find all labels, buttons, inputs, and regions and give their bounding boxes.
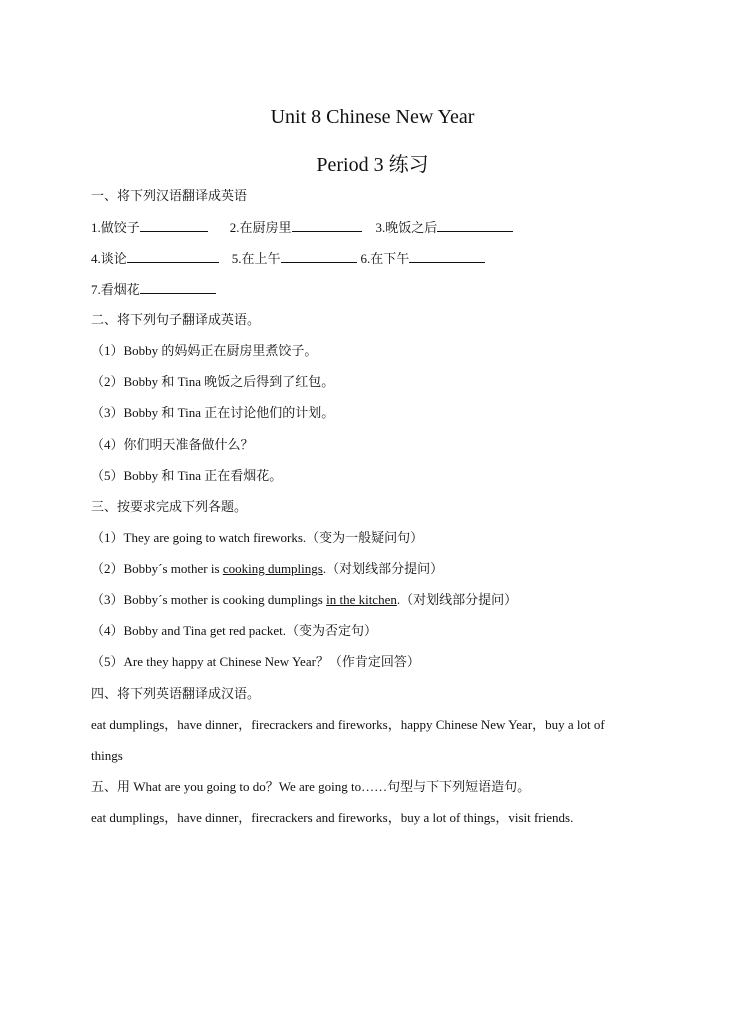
- sentence-item: （2）Bobby 和 Tina 晚饭之后得到了红包。: [91, 374, 335, 389]
- answer-blank[interactable]: [140, 219, 208, 232]
- sentence-item: （4）你们明天准备做什么？: [91, 437, 254, 452]
- section-1-row-1: [91, 219, 513, 236]
- document-subtitle: Period 3 练习: [316, 154, 429, 176]
- section-5-heading: 五、用 What are you going to do？We are going to……句型与下下列短语造句。: [91, 779, 531, 794]
- answer-blank[interactable]: [409, 250, 485, 263]
- document-title: Unit 8 Chinese New Year: [270, 106, 475, 128]
- question-item: （5）Are they happy at Chinese New Year？（作肯定回答）: [91, 654, 420, 669]
- item-7-label: 7.看烟花: [91, 282, 140, 297]
- answer-blank[interactable]: [437, 219, 513, 232]
- question-suffix: .（对划线部分提问）: [322, 561, 444, 576]
- item-1-label: 1.做饺子: [91, 220, 140, 235]
- underlined-phrase: cooking dumplings: [222, 561, 323, 576]
- section-1-heading: 一、将下列汉语翻译成英语: [91, 188, 248, 203]
- sentence-item: （5）Bobby 和 Tina 正在看烟花。: [91, 468, 283, 483]
- item-2-label: 2.在厨房里: [229, 220, 292, 235]
- phrase-list-line: eat dumplings，have dinner，firecrackers and fireworks，happy Chinese New Year，buy a lot of: [91, 717, 605, 732]
- sentence-item: （3）Bobby 和 Tina 正在讨论他们的计划。: [91, 405, 335, 420]
- section-1-row-2: [91, 250, 485, 267]
- question-prefix: （2）Bobby´s mother is: [91, 561, 223, 576]
- phrase-list-line: eat dumplings，have dinner，firecrackers and fireworks，buy a lot of things，visit friends.: [91, 810, 574, 825]
- sentence-item: （1）Bobby 的妈妈正在厨房里煮饺子。: [91, 343, 318, 358]
- question-item: （1）They are going to watch fireworks.（变为一般疑问句）: [91, 530, 424, 545]
- item-5-label: 5.在上午: [231, 251, 281, 266]
- answer-blank[interactable]: [140, 281, 216, 294]
- section-4-heading: 四、将下列英语翻译成汉语。: [91, 686, 261, 701]
- item-3-label: 3.晚饭之后: [375, 220, 438, 235]
- underlined-phrase: in the kitchen: [326, 592, 397, 607]
- section-2-heading: 二、将下列句子翻译成英语。: [91, 312, 261, 327]
- question-item: [91, 561, 443, 577]
- item-4-label: 4.谈论: [91, 251, 127, 266]
- question-prefix: （3）Bobby´s mother is cooking dumplings: [91, 592, 327, 607]
- question-item: [91, 592, 517, 608]
- item-6-label: 6.在下午: [360, 251, 410, 266]
- question-suffix: .（对划线部分提问）: [396, 592, 518, 607]
- question-item: （4）Bobby and Tina get red packet.（变为否定句）: [91, 623, 377, 638]
- section-1-row-3: [91, 281, 216, 298]
- section-3-heading: 三、按要求完成下列各题。: [91, 499, 248, 514]
- answer-blank[interactable]: [281, 250, 357, 263]
- phrase-list-line: things: [91, 748, 123, 763]
- answer-blank[interactable]: [127, 250, 219, 263]
- answer-blank[interactable]: [292, 219, 362, 232]
